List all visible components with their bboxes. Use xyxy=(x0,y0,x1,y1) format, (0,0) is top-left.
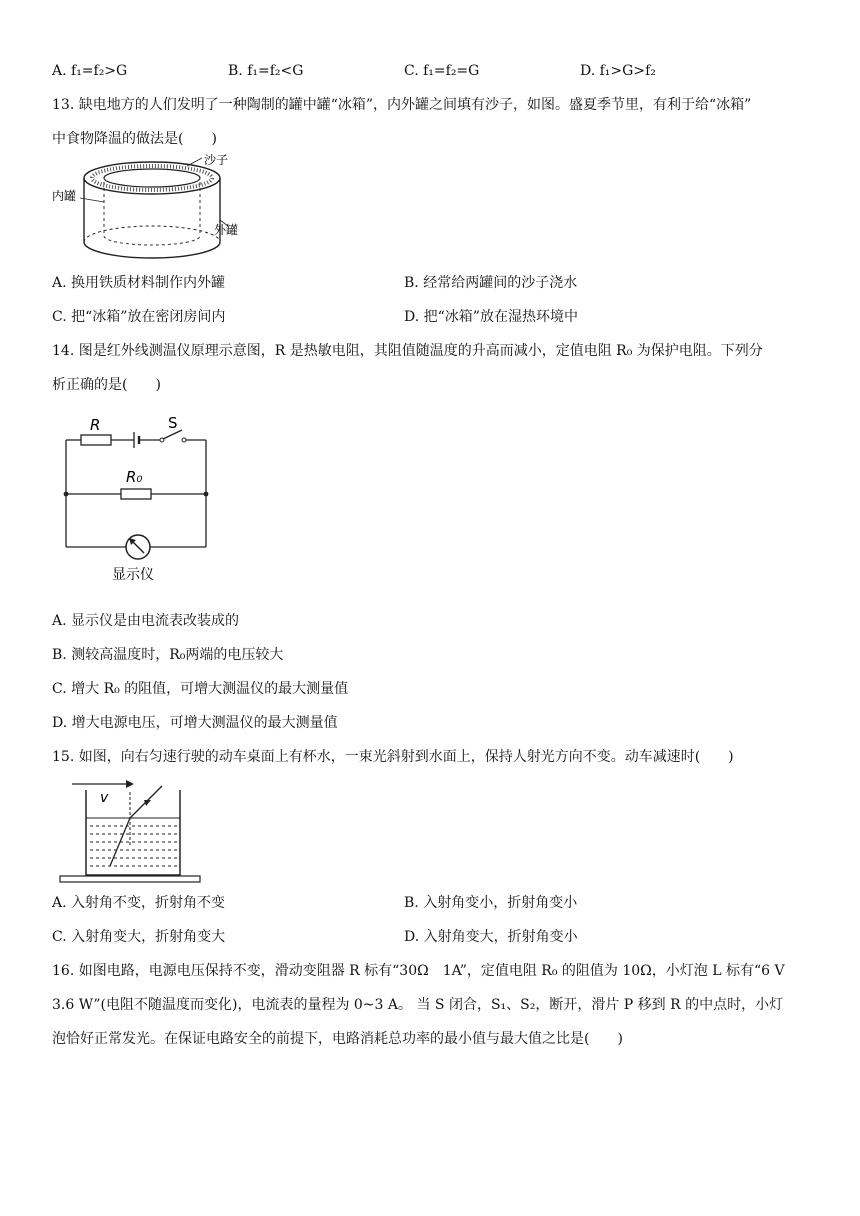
q15-option-b: B. 入射角变小，折射角变小 xyxy=(404,895,578,911)
q15-stem: 15. 如图，向右匀速行驶的动车桌面上有杯水，一束光斜射到水面上，保持人射光方向不变。动车减速时( ) xyxy=(52,749,734,765)
q12-option-a: A. f₁=f₂>G xyxy=(52,63,128,79)
q13-option-a: A. 换用铁质材料制作内外罐 xyxy=(52,275,226,291)
q14-label-r0: R₀ xyxy=(126,468,143,486)
q14-label-s: S xyxy=(168,414,178,432)
q13-label-inner: 内罐 xyxy=(52,189,77,203)
q15-option-a: A. 入射角不变，折射角不变 xyxy=(52,895,226,911)
q13-label-sand: 沙子 xyxy=(204,153,229,167)
q16-stem-line1: 16. 如图电路，电源电压保持不变，滑动变阻器 R 标有“30Ω 1A”，定值电阻 R₀ 的阻值为 10Ω，小灯泡 L 标有“6 V xyxy=(52,963,785,979)
q14-label-r: R xyxy=(90,416,101,434)
q14-option-b: B. 测较高温度时，R₀两端的电压较大 xyxy=(52,647,284,663)
q15-option-c: C. 入射角变大，折射角变大 xyxy=(52,929,226,945)
q13-option-b: B. 经常给两罐间的沙子浇水 xyxy=(404,275,578,291)
q16-stem-line3: 泡恰好正常发光。在保证电路安全的前提下，电路消耗总功率的最小值与最大值之比是( ) xyxy=(52,1031,623,1047)
q16-stem-line2: 3.6 W”(电阻不随温度而变化)，电流表的量程为 0~3 A。 当 S 闭合，S₁、S₂，断开，滑片 P 移到 R 的中点时，小灯 xyxy=(52,997,784,1013)
q15-option-d: D. 入射角变大，折射角变小 xyxy=(404,929,578,945)
q12-option-b: B. f₁=f₂<G xyxy=(228,63,304,79)
q14-stem-line1: 14. 图是红外线测温仪原理示意图，R 是热敏电阻，其阻值随温度的升高而减小，定值电阻 R₀ 为保护电阻。下列分 xyxy=(52,343,763,359)
q15-water-cup-figure xyxy=(58,778,208,886)
q12-option-d: D. f₁>G>f₂ xyxy=(580,63,656,79)
q14-option-c: C. 增大 R₀ 的阻值，可增大测温仪的最大测量值 xyxy=(52,681,349,697)
q14-stem-line2: 析正确的是( ) xyxy=(52,377,161,393)
q14-circuit-figure xyxy=(56,412,226,590)
q13-option-d: D. 把“冰箱”放在湿热环境中 xyxy=(404,309,578,325)
q13-pot-figure xyxy=(52,150,242,265)
q14-label-display: 显示仪 xyxy=(112,567,154,583)
q13-label-outer: 外罐 xyxy=(214,223,239,237)
q13-stem-line2: 中食物降温的做法是( ) xyxy=(52,131,217,147)
q13-stem-line1: 13. 缺电地方的人们发明了一种陶制的罐中罐“冰箱”，内外罐之间填有沙子，如图。盛夏季节里，有利于给“冰箱” xyxy=(52,97,752,113)
q12-option-c: C. f₁=f₂=G xyxy=(404,63,480,79)
q14-option-a: A. 显示仪是由电流表改装成的 xyxy=(52,613,240,629)
q15-label-v: v xyxy=(100,790,109,806)
q14-option-d: D. 增大电源电压，可增大测温仪的最大测量值 xyxy=(52,715,338,731)
q13-option-c: C. 把“冰箱”放在密闭房间内 xyxy=(52,309,226,325)
